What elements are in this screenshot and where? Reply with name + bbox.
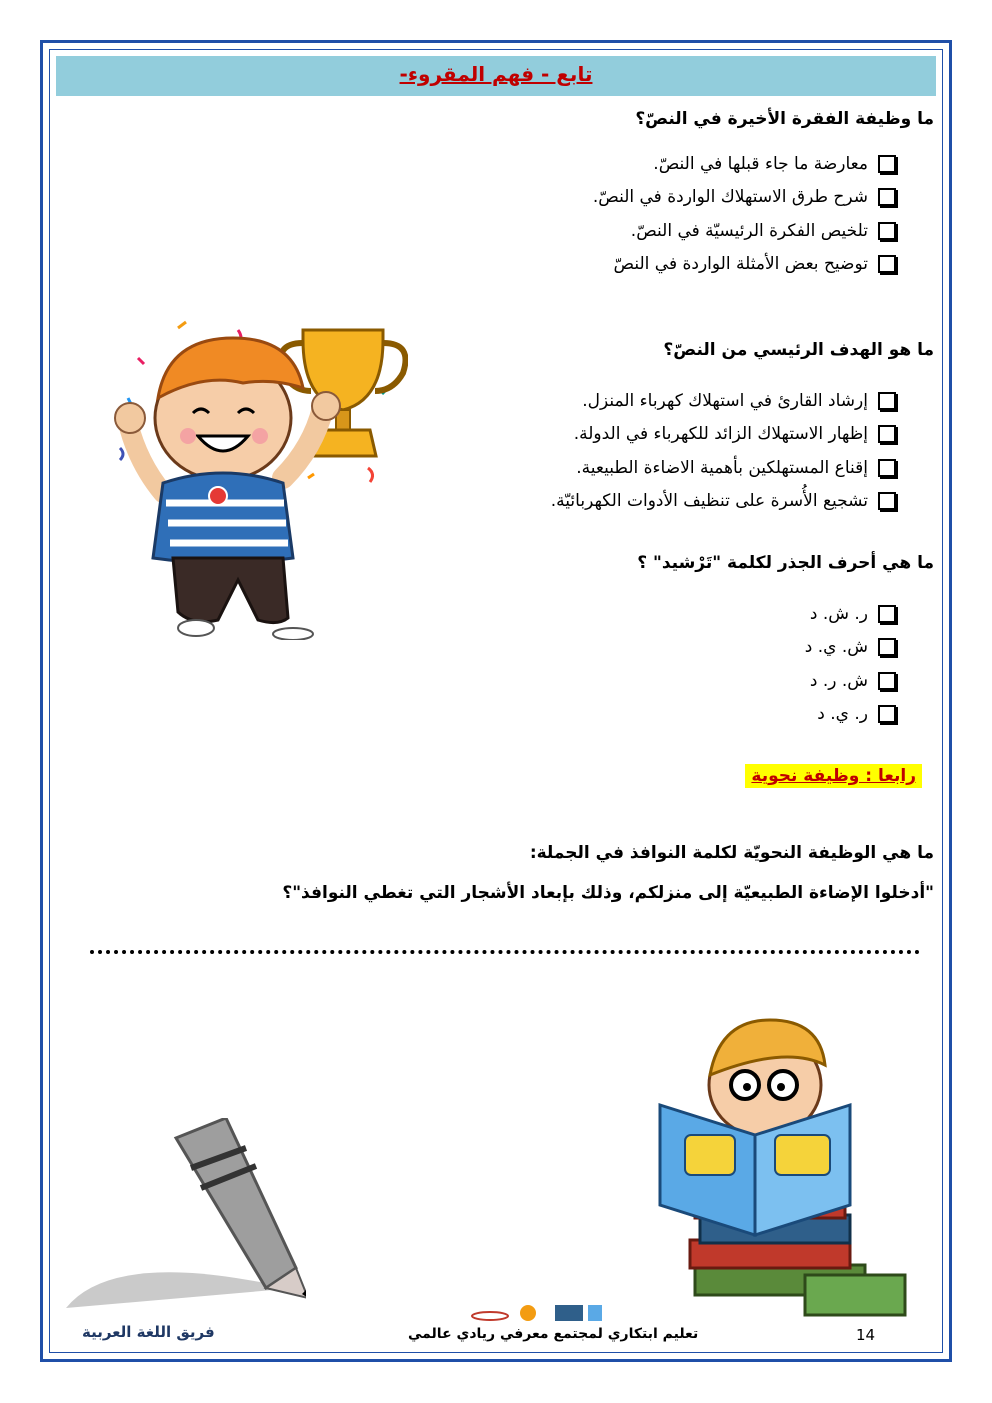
option-label: إقناع المستهلكين بأهمية الاضاءة الطبيعية.	[576, 457, 868, 478]
question-2: ما هو الهدف الرئيسي من النصّ؟	[663, 340, 934, 360]
option-label: ر. ي. د	[817, 704, 868, 725]
option[interactable]	[805, 631, 896, 665]
option-label: معارضة ما جاء قبلها في النصّ.	[653, 153, 868, 174]
option[interactable]	[593, 181, 896, 215]
page-title: تابع - فهم المقروء-	[399, 62, 593, 86]
checkbox[interactable]	[878, 672, 896, 690]
pencil-illustration	[66, 1118, 306, 1313]
checkbox[interactable]	[878, 638, 896, 656]
checkbox[interactable]	[878, 705, 896, 723]
school-logos	[470, 1302, 610, 1324]
question-4: ما هي الوظيفة النحويّة لكلمة النوافذ في الجملة:	[529, 843, 934, 863]
trophy-boy-illustration	[108, 318, 408, 640]
option-label: شرح طرق الاستهلاك الواردة في النصّ.	[592, 187, 868, 208]
footer-slogan: تعليم ابتكاري لمجتمع معرفي ريادي عالمي	[408, 1326, 699, 1342]
option[interactable]	[805, 597, 896, 631]
option-label: ر. ش. د	[809, 603, 868, 624]
checkbox[interactable]	[878, 605, 896, 623]
option[interactable]	[593, 248, 896, 282]
option[interactable]	[551, 451, 896, 485]
option[interactable]	[551, 485, 896, 519]
checkbox[interactable]	[878, 188, 896, 206]
question-3-options	[805, 597, 896, 731]
option-label: ش. ي. د	[804, 637, 868, 658]
option[interactable]	[805, 698, 896, 732]
checkbox[interactable]	[878, 425, 896, 443]
option-label: توضيح بعض الأمثلة الواردة في النصّ	[613, 254, 868, 275]
checkbox[interactable]	[878, 392, 896, 410]
page-number: 14	[856, 1326, 876, 1344]
question-4-sentence: "أدخلوا الإضاءة الطبيعيّة إلى منزلكم، وذلك بإبعاد الأشجار التي تغطي النوافذ"؟	[282, 883, 934, 903]
option[interactable]	[593, 147, 896, 181]
question-1: ما وظيفة الفقرة الأخيرة في النصّ؟	[635, 109, 934, 129]
header-bar	[56, 56, 936, 96]
option-label: إظهار الاستهلاك الزائد للكهرباء في الدولة.	[573, 424, 868, 445]
option-label: تشجيع الأُسرة على تنظيف الأدوات الكهربائيّة.	[550, 491, 868, 512]
question-2-options	[551, 384, 896, 518]
checkbox[interactable]	[878, 459, 896, 477]
option-label: ش. ر. د	[809, 670, 868, 691]
question-3: ما هي أحرف الجذر لكلمة "تَرْشيد" ؟	[637, 553, 934, 573]
option[interactable]	[593, 214, 896, 248]
option[interactable]	[551, 418, 896, 452]
option[interactable]	[805, 664, 896, 698]
reading-boy-illustration	[655, 1015, 915, 1325]
question-1-options	[593, 147, 896, 281]
section-heading: رابعا : وظيفة نحوية	[745, 764, 922, 788]
answer-line[interactable]	[90, 936, 920, 954]
checkbox[interactable]	[878, 255, 896, 273]
option-label: تلخيص الفكرة الرئيسيّة في النصّ.	[630, 220, 868, 241]
footer-team-name: فريق اللغة العربية	[82, 1323, 215, 1341]
checkbox[interactable]	[878, 492, 896, 510]
checkbox[interactable]	[878, 222, 896, 240]
checkbox[interactable]	[878, 155, 896, 173]
option[interactable]	[551, 384, 896, 418]
option-label: إرشاد القارئ في استهلاك كهرباء المنزل.	[582, 390, 868, 411]
